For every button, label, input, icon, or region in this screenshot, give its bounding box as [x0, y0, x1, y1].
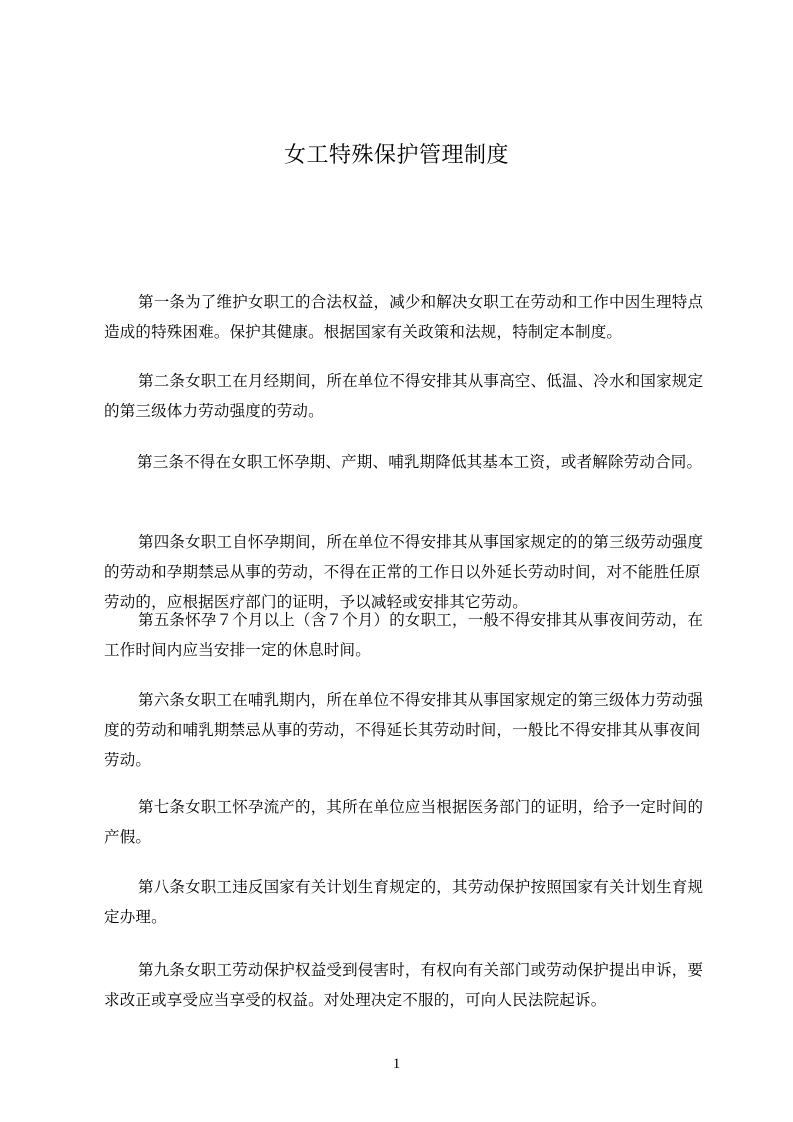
article-3: 第三条不得在女职工怀孕期、产期、哺乳期降低其基本工资，或者解除劳动合同。 [137, 453, 703, 471]
article-8: 第八条女职工违反国家有关计划生育规定的，其劳动保护按照国家有关计划生育规定办理。 [104, 878, 704, 926]
article-2: 第二条女职工在月经期间，所在单位不得安排其从事高空、低温、冷水和国家规定的第三级体力劳动强度的劳动。 [104, 372, 704, 420]
article-7: 第七条女职工怀孕流产的，其所在单位应当根据医务部门的证明，给予一定时间的产假。 [104, 798, 704, 846]
article-9: 第九条女职工劳动保护权益受到侵害时，有权向有关部门或劳动保护提出申诉，要求改正或享受应当享受的权益。对处理决定不服的，可向人民法院起诉。 [104, 961, 704, 1009]
article-6: 第六条女职工在哺乳期内，所在单位不得安排其从事国家规定的第三级体力劳动强度的劳动和哺乳期禁忌从事的劳动，不得延长其劳动时间，一般比不得安排其从事夜间劳动。 [104, 691, 704, 769]
article-1: 第一条为了维护女职工的合法权益，减少和解决女职工在劳动和工作中因生理特点造成的特殊困难。保护其健康。根据国家有关政策和法规，特制定本制度。 [104, 293, 704, 341]
article-5: 第五条怀孕７个月以上（含７个月）的女职工，一般不得安排其从事夜间劳动，在工作时间内应当安排一定的休息时间。 [104, 611, 704, 659]
page-number: 1 [392, 1056, 401, 1072]
document-title: 女工特殊保护管理制度 [283, 143, 509, 168]
article-4: 第四条女职工自怀孕期间，所在单位不得安排其从事国家规定的的第三级劳动强度的劳动和孕期禁忌从事的劳动，不得在正常的工作日以外延长劳动时间，对不能胜任原劳动的，应根据医疗部门的证明，予以减轻或安排其它劳动。 [104, 533, 704, 611]
